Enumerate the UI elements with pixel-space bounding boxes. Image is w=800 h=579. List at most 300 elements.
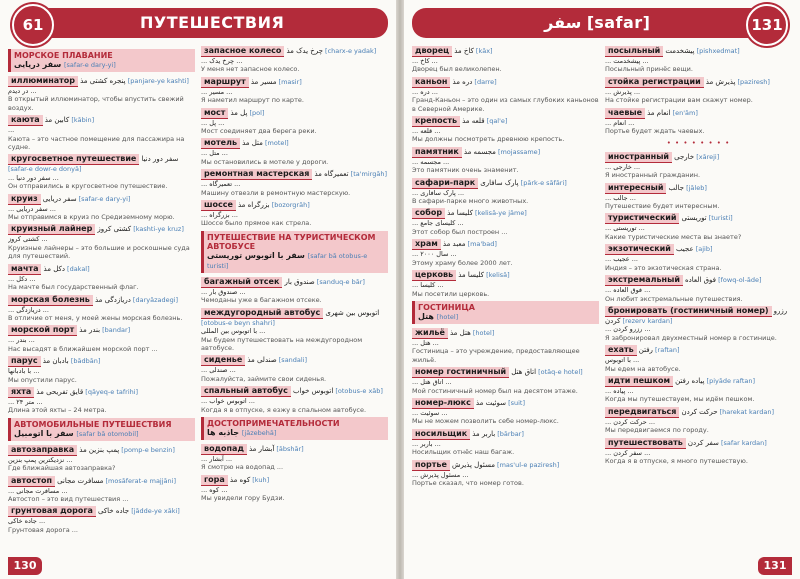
entry: [412, 208, 599, 236]
left-page-number: 130: [8, 557, 42, 575]
entry-persian: تعمیرگاه مذ: [314, 170, 349, 179]
section-persian: [14, 429, 192, 439]
entry-example-persian: با بادبانها ...: [8, 367, 40, 376]
entry-headword: бронировать (гостиничный номер): [605, 306, 772, 317]
entry-headword: сафари-парк: [412, 178, 478, 189]
right-column-1: [412, 46, 599, 551]
entry-persian: سفر دریایی: [42, 194, 77, 203]
entry-example-persian: ... خارجی ...: [605, 162, 641, 171]
left-column-2: [201, 46, 388, 551]
entry: [412, 429, 599, 457]
entry-headword: носильщик: [412, 429, 470, 440]
entry-example-persian: کشتی کروز ...: [8, 235, 48, 244]
entry-transliteration: [qāyeq-e tafrihi]: [85, 387, 139, 396]
entry-transliteration: [paziresh]: [737, 77, 770, 86]
entry-transliteration: [pishxedmat]: [696, 47, 740, 55]
entry-headword: идти пешком: [605, 376, 673, 387]
entry-line: [412, 328, 599, 339]
entry-line: [412, 147, 599, 158]
entry-headword: каюта: [8, 115, 43, 126]
entry-line: [8, 264, 195, 275]
entry-example-russian: На стойке регистрации вам скажут номер.: [605, 96, 753, 105]
entry-line: [605, 152, 792, 163]
entry-line: [412, 270, 599, 281]
section-header: [201, 417, 388, 440]
entry-example-russian: Я забронировал двухместный номер в гостинице.: [605, 333, 777, 342]
entry-example-persian: ... سفر دور دنیا ...: [8, 173, 59, 182]
entry-example-persian: ... حرکت کردن ...: [605, 417, 656, 426]
left-column-1: [8, 46, 195, 551]
entry-example-persian: ... هتل ...: [412, 338, 439, 347]
entry-headword: маршрут: [201, 77, 249, 88]
entry: [8, 476, 195, 504]
entry-example-persian: ... بندر ...: [8, 336, 35, 345]
entry-example-persian: ... کلیسا ...: [412, 281, 444, 290]
entry-persian: بادبان مذ: [42, 357, 69, 366]
entry-example-persian: ... انعام ...: [605, 118, 635, 127]
entry-headword: круизный лайнер: [8, 224, 95, 235]
entry-line: [412, 116, 599, 127]
entry: [412, 178, 599, 206]
entry-headword: интересный: [605, 183, 666, 194]
entry-headword: крепость: [412, 116, 460, 127]
entry-line: [8, 506, 195, 517]
entry-transliteration: [suit]: [508, 398, 526, 407]
entry-example-russian: Мы остановились в мотеле у дороги.: [201, 157, 329, 166]
entry: [412, 460, 599, 488]
entry-example-russian: Я смотрю на водопад ...: [201, 463, 284, 472]
entry-example-persian: ... دکل ...: [8, 274, 36, 283]
entry-line: [412, 460, 599, 471]
entry-headword: собор: [412, 208, 445, 219]
entry-persian: کوه مذ: [229, 475, 251, 484]
entry-example-persian: ... پارک سافاری ...: [412, 188, 465, 197]
entry-example-russian: Я наметил маршрут по карте.: [201, 96, 304, 105]
entry-example-persian: ... مسافرت مجانی ...: [8, 486, 68, 495]
entry-line: [201, 46, 388, 57]
entry: [8, 295, 195, 323]
right-page: [404, 0, 800, 579]
entry-headword: круиз: [8, 194, 41, 205]
entry-example-persian: ... توریستی ...: [605, 224, 645, 233]
entry-persian: دره مذ: [452, 77, 473, 86]
entry-persian: صندوق بار: [284, 277, 315, 286]
entry-line: [605, 108, 792, 119]
entry: [605, 438, 792, 466]
entry-line: [605, 438, 792, 449]
entry-example-persian: نزدیکترین پمپ بنزین ...: [8, 455, 73, 464]
entry: [412, 367, 599, 395]
right-column-2: [605, 46, 792, 551]
entry: [201, 386, 388, 414]
entry-transliteration: [bozorgrāh]: [271, 201, 310, 210]
entry-example-russian: Гостиница – это учреждение, предоставляющее жильё.: [412, 347, 580, 364]
entry-line: [201, 77, 388, 88]
entry-example-russian: Шоссе было прямое как стрела.: [201, 219, 312, 228]
entry-line: [412, 239, 599, 250]
entry-headword: передвигаться: [605, 407, 679, 418]
entry-line: [605, 77, 792, 88]
entry-persian: جاده خاکی: [98, 507, 130, 516]
entry-persian: چرخ یدک مذ: [286, 47, 323, 55]
entry-line: [201, 169, 388, 180]
entry-example-russian: В сафари-парке много животных.: [412, 197, 529, 206]
entry-transliteration: [en'ām]: [672, 108, 698, 117]
entry-line: [605, 213, 792, 224]
entry-persian: سوئیت مذ: [475, 398, 506, 407]
entry-example-russian: Автостоп – это вид путешествия ...: [8, 494, 129, 503]
section-title: ГОСТИНИЦА: [418, 302, 475, 312]
entry-headword: номер гостиничный: [412, 367, 509, 378]
entry: [8, 387, 195, 415]
entry-line: [8, 356, 195, 367]
entry-line: [8, 387, 195, 398]
entry-persian: پیشخدمت: [665, 47, 695, 55]
entry-transliteration: [masir]: [278, 77, 302, 86]
entry-persian: حرکت کردن: [681, 407, 718, 416]
entry-example-persian: ... دریازدگی ...: [8, 305, 49, 314]
entry-headword: запасное колесо: [201, 46, 284, 57]
entry-example-russian: Мы передвигаемся по городу.: [605, 426, 709, 435]
entry-example-russian: Мы посетили церковь.: [412, 289, 490, 298]
entry-headword: экстремальный: [605, 275, 683, 286]
entry-persian: جالب: [668, 183, 685, 192]
entry-line: [8, 325, 195, 336]
entry: [605, 108, 792, 136]
entry-persian: سفر دور دنیا: [141, 155, 179, 164]
section-persian-text: سفر با اتوبوس توریستی: [207, 250, 305, 260]
entry: [8, 154, 195, 190]
entry: [8, 194, 195, 222]
entry-example-persian: ... فوق العاده ...: [605, 286, 651, 295]
entry-persian: انعام مذ: [647, 108, 671, 117]
entry-persian: اتوبوس بین شهری: [325, 308, 380, 317]
entry-transliteration: [otobus-e beyn shahri]: [201, 318, 275, 327]
entry-line: [412, 367, 599, 378]
entry-headword: морской порт: [8, 325, 77, 336]
entry-persian: قلعه مذ: [462, 117, 485, 126]
entry: [8, 325, 195, 353]
entry: [8, 76, 195, 112]
entry-example-persian: ...: [8, 126, 15, 135]
entry-example-persian: با اتوبوس ...: [605, 356, 640, 365]
entry-example-russian: Мы будем путешествовать на междугородном автобусе.: [201, 335, 363, 352]
left-page-title: ПУТЕШЕСТВИЯ: [140, 13, 285, 32]
entry: [605, 213, 792, 241]
entry-persian: قایق تفریحی مذ: [36, 387, 84, 396]
entry-headword: яхта: [8, 387, 34, 398]
section-persian-text: سفر با اتومبیل: [14, 428, 74, 438]
entry-transliteration: [dakal]: [67, 264, 90, 273]
entry: [605, 306, 792, 342]
entry: [201, 308, 388, 353]
entry: [201, 169, 388, 197]
entry-example-russian: На мачте был государственный флаг.: [8, 283, 139, 292]
entry-example-russian: В открытый иллюминатор, чтобы впустить свежий воздух.: [8, 95, 184, 112]
entry-example-russian: Путешествие будет интересным.: [605, 202, 720, 211]
section-header: [201, 231, 388, 273]
entry-headword: иллюминатор: [8, 76, 78, 87]
entry-line: [8, 224, 195, 235]
entry-transliteration: [safar-e dowr-e donyā]: [8, 165, 82, 174]
entry: [8, 445, 195, 473]
entry-transliteration: [mas'ul-e paziresh]: [497, 460, 560, 469]
entry-transliteration: [ma'bad]: [467, 240, 497, 249]
entry-example-russian: Портье будет ждать чаевых.: [605, 127, 705, 136]
entry-example-russian: Гранд-Каньон – это один из самых глубоких каньонов в Северной Америке.: [412, 96, 599, 113]
entry-headword: мост: [201, 108, 228, 119]
section-title: МОРСКОЕ ПЛАВАНИЕ: [14, 51, 113, 60]
entry-example-russian: Мы едем на автобусе.: [605, 364, 681, 373]
entry: [8, 115, 195, 151]
entry-line: [8, 154, 195, 173]
entry-line: [412, 77, 599, 88]
entry-headword: мачта: [8, 264, 41, 275]
entry-example-persian: ... کلیسای جامع ...: [412, 219, 464, 228]
entry-example-russian: Он любит экстремальные путешествия.: [605, 294, 743, 303]
entry: [201, 444, 388, 472]
entry-example-russian: Мы опустили парус.: [8, 375, 77, 384]
entry-example-russian: Когда мы путешествуем, мы идём пешком.: [605, 395, 755, 404]
entry-headword: спальный автобус: [201, 386, 291, 397]
entry-example-russian: Нас высадят в ближайшем морской порт ...: [8, 344, 158, 353]
entry: [605, 77, 792, 105]
section-header: [8, 49, 195, 72]
entry-example-russian: Когда я в отпуске, я много путешествую.: [605, 456, 748, 465]
entry-headword: посыльный: [605, 46, 663, 57]
entry-persian: پل مذ: [230, 108, 248, 117]
entry-transliteration: [harekat kardan]: [719, 407, 774, 416]
entry-headword: ехать: [605, 345, 637, 356]
entry-line: [412, 208, 599, 219]
section-title: ДОСТОПРИМЕЧАТЕЛЬНОСТИ: [207, 418, 340, 428]
entry-example-persian: ... آبشار ...: [201, 454, 233, 463]
entry-example-russian: Я иностранный гражданин.: [605, 171, 701, 180]
entry: [201, 200, 388, 228]
entry: [605, 345, 792, 373]
entry-persian: بندر مذ: [79, 326, 101, 335]
entry-line: [605, 376, 792, 387]
entry-example-russian: Этот собор был построен ...: [412, 227, 508, 236]
entry-headword: чаевые: [605, 108, 645, 119]
entry-headword: водопад: [201, 444, 247, 455]
entry-persian: کلیسا مذ: [458, 271, 485, 280]
entry-persian: مجسمه مذ: [463, 147, 496, 156]
entry-example-persian: ... سفر دریایی ...: [8, 204, 56, 213]
entry-example-russian: Когда я в отпуске, я езжу в спальном автобусе.: [201, 405, 367, 414]
section-persian: [207, 428, 385, 438]
entry: [412, 77, 599, 113]
entry-line: [8, 295, 195, 306]
entry-transliteration: [kelisā-ye jāme]: [475, 209, 527, 218]
entry-line: [201, 355, 388, 366]
separator: • • • • • • • •: [666, 139, 731, 148]
section-persian: [418, 312, 596, 322]
entry-headword: жильё: [412, 328, 448, 339]
entry-example-russian: Мой гостиничный номер был на десятом этаже.: [412, 386, 578, 395]
entry-example-persian: ... کاخ ...: [412, 57, 438, 65]
entry-headword: багажный отсек: [201, 277, 282, 288]
entry-persian: کشتی کروز: [97, 225, 132, 234]
entry-persian: باربر مذ: [472, 429, 496, 438]
entry-persian: سفر کردن: [687, 438, 719, 447]
entry-example-russian: Круизные лайнеры – это большие и роскошные суда для путешествий.: [8, 243, 190, 261]
entry-example-persian: ... چرخ یدک ...: [201, 57, 243, 65]
entry-transliteration: [bandar]: [102, 326, 131, 335]
section-transliteration: [safar bā otobus-e turisti]: [207, 251, 368, 270]
entry-example-persian: ... ۲۰۰۰ سال ...: [412, 250, 457, 259]
entry-example-persian: ... ۲۴ متر ...: [8, 397, 43, 406]
entry: [412, 328, 599, 364]
entry-example-persian: ... پذیرش ...: [605, 87, 641, 96]
entry-example-persian: ... جالب ...: [605, 193, 636, 202]
entry-example-russian: Грунтовая дорога ...: [8, 525, 78, 534]
entry-headword: портье: [412, 460, 450, 471]
entry-example-persian: ... بزرگراه ...: [201, 211, 238, 220]
entry-persian: کابین مذ: [44, 116, 70, 125]
book-gutter: [396, 0, 404, 579]
entry-transliteration: [jādde-ye xāki]: [131, 507, 180, 516]
entry: [412, 116, 599, 144]
entry-persian: بزرگراه مذ: [237, 201, 270, 210]
entry-line: [201, 475, 388, 486]
entry-example-russian: Дворец был великолепен.: [412, 65, 502, 74]
section-transliteration: [jāzebehā]: [241, 428, 277, 437]
entry-example-persian: ... اتوبوس خواب ...: [201, 397, 255, 406]
entry-transliteration: [xāreji]: [696, 152, 720, 161]
entry-persian: معبد مذ: [442, 240, 466, 249]
right-page-title: سفر [safar]: [544, 13, 650, 32]
entry-example-russian: Мы увидели гору Будзи.: [201, 494, 285, 503]
entry: [8, 264, 195, 292]
entry-example-russian: Посыльный принёс вещи.: [605, 65, 693, 74]
entry-transliteration: [kashti-ye kruz]: [133, 225, 184, 234]
entry-line: [412, 178, 599, 189]
entry-example-russian: Мы должны посмотреть древнюю крепость.: [412, 135, 565, 144]
entry-persian: آبشار مذ: [248, 444, 275, 453]
entry: [605, 244, 792, 272]
entry-example-russian: Мы отправимся в круиз по Средиземному морю.: [8, 213, 175, 222]
entry-headword: храм: [412, 239, 441, 250]
entry-example-russian: Каюта – это частное помещение для пассажира на судне.: [8, 134, 185, 152]
right-page-number: 131: [758, 557, 792, 575]
entry-example-russian: Портье сказал, что номер готов.: [412, 478, 524, 487]
entry-persian: پیاده رفتن: [675, 376, 705, 385]
entry-line: [8, 194, 195, 205]
entry: [412, 270, 599, 298]
entry-headword: морская болезнь: [8, 295, 93, 306]
entry-line: [8, 476, 195, 487]
section-persian: [207, 251, 385, 271]
entry-transliteration: [jāleb]: [686, 183, 707, 192]
entry-transliteration: [ajib]: [695, 245, 713, 254]
section-transliteration: [safar bā otomobil]: [76, 429, 139, 438]
entry-headword: каньон: [412, 77, 450, 88]
entry-line: [605, 275, 792, 286]
entry-transliteration: [bārbar]: [497, 429, 524, 438]
entry-headword: грунтовая дорога: [8, 506, 96, 517]
entry-example-russian: Мы не можем позволить себе номер-люкс.: [412, 417, 559, 426]
entry: [8, 356, 195, 384]
entry-transliteration: [charx-e yadak]: [325, 47, 377, 55]
entry-transliteration: [hotel]: [472, 328, 495, 337]
entry-example-russian: Индия – это экзотическая страна.: [605, 263, 722, 272]
entry-persian: عجیب: [675, 245, 694, 254]
entry-example-persian: ... مسیر ...: [201, 87, 233, 96]
entry-persian: رزرو کردن: [605, 306, 788, 325]
entry-transliteration: [otāq-e hotel]: [538, 368, 583, 377]
entry-example-persian: ... عجیب ...: [605, 255, 638, 264]
entry-line: [201, 138, 388, 149]
left-page: [0, 0, 396, 579]
entry-example-russian: В отличие от меня, у моей жены морская болезнь.: [8, 313, 183, 322]
entry-persian: اتوبوس خواب: [292, 387, 334, 396]
entry-transliteration: [pomp-e benzin]: [121, 445, 175, 454]
entry: [201, 355, 388, 383]
entry-headword: автозаправка: [8, 445, 77, 456]
entry: [412, 398, 599, 426]
entry-persian: صندلی مذ: [247, 356, 277, 365]
entry-transliteration: [kābin]: [71, 116, 95, 125]
entry-persian: رفتن: [638, 346, 653, 355]
section-title: ПУТЕШЕСТВИЕ НА ТУРИСТИЧЕСКОМ АВТОБУСЕ: [207, 232, 376, 251]
entry-persian: پذیرش مذ: [705, 77, 736, 86]
entry-transliteration: [mosāferat-e majjāni]: [105, 476, 176, 485]
entry-persian: مسیر مذ: [250, 77, 277, 86]
entry-transliteration: [safar kardan]: [720, 438, 767, 447]
entry-example-persian: ... صندوق بار ...: [201, 287, 246, 296]
entry: [201, 108, 388, 136]
entry-persian: مسافرت مجانی: [57, 476, 104, 485]
entry-persian: متل مذ: [242, 139, 263, 148]
entry: [201, 77, 388, 105]
entry-headword: кругосветное путешествие: [8, 154, 139, 165]
entry-example-russian: Мост соединяет два берега реки.: [201, 127, 317, 136]
entry-transliteration: [raftan]: [655, 346, 680, 355]
entry-transliteration: [darre]: [474, 77, 497, 86]
entry-headword: путешествовать: [605, 438, 686, 449]
entry: [8, 506, 195, 534]
entry: [412, 239, 599, 267]
entry-transliteration: [mojassame]: [497, 147, 541, 156]
entry-headword: ремонтная мастерская: [201, 169, 312, 180]
section-persian-text: جاذبه ها: [207, 427, 240, 437]
entry-example-persian: ... مسئول پذیرش ...: [412, 470, 469, 479]
right-topic-badge: 131: [746, 4, 788, 46]
entry-line: [8, 76, 195, 87]
entry-example-persian: ... کوه ...: [201, 485, 228, 494]
entry-line: [605, 345, 792, 356]
entry-persian: پمپ بنزین مذ: [79, 445, 120, 454]
entry: [605, 376, 792, 404]
entry-headword: церковь: [412, 270, 456, 281]
entry-example-russian: Чемоданы уже в багажном отсеке.: [201, 296, 322, 305]
entry-line: [201, 200, 388, 211]
section-header: [412, 301, 599, 324]
entry-transliteration: [qal'e]: [486, 117, 508, 126]
entry-persian: هتل مذ: [450, 328, 471, 337]
entry-transliteration: [sanduq-e bār]: [316, 277, 365, 286]
entry-example-persian: ... سوئیت ...: [412, 408, 448, 417]
entry-example-persian: ... متل ...: [201, 149, 228, 158]
section-persian-text: سفر دریایی: [14, 60, 62, 69]
entry-example-persian: ... پل ...: [201, 118, 225, 127]
entry-transliteration: [pārk-e sāfāri]: [520, 178, 567, 187]
entry-transliteration: [pol]: [249, 108, 265, 117]
entry-example-persian: ... تعمیرگاه ...: [201, 180, 241, 189]
entry-transliteration: [kuh]: [252, 475, 270, 484]
entry-example-persian: ... دره ...: [412, 87, 438, 96]
